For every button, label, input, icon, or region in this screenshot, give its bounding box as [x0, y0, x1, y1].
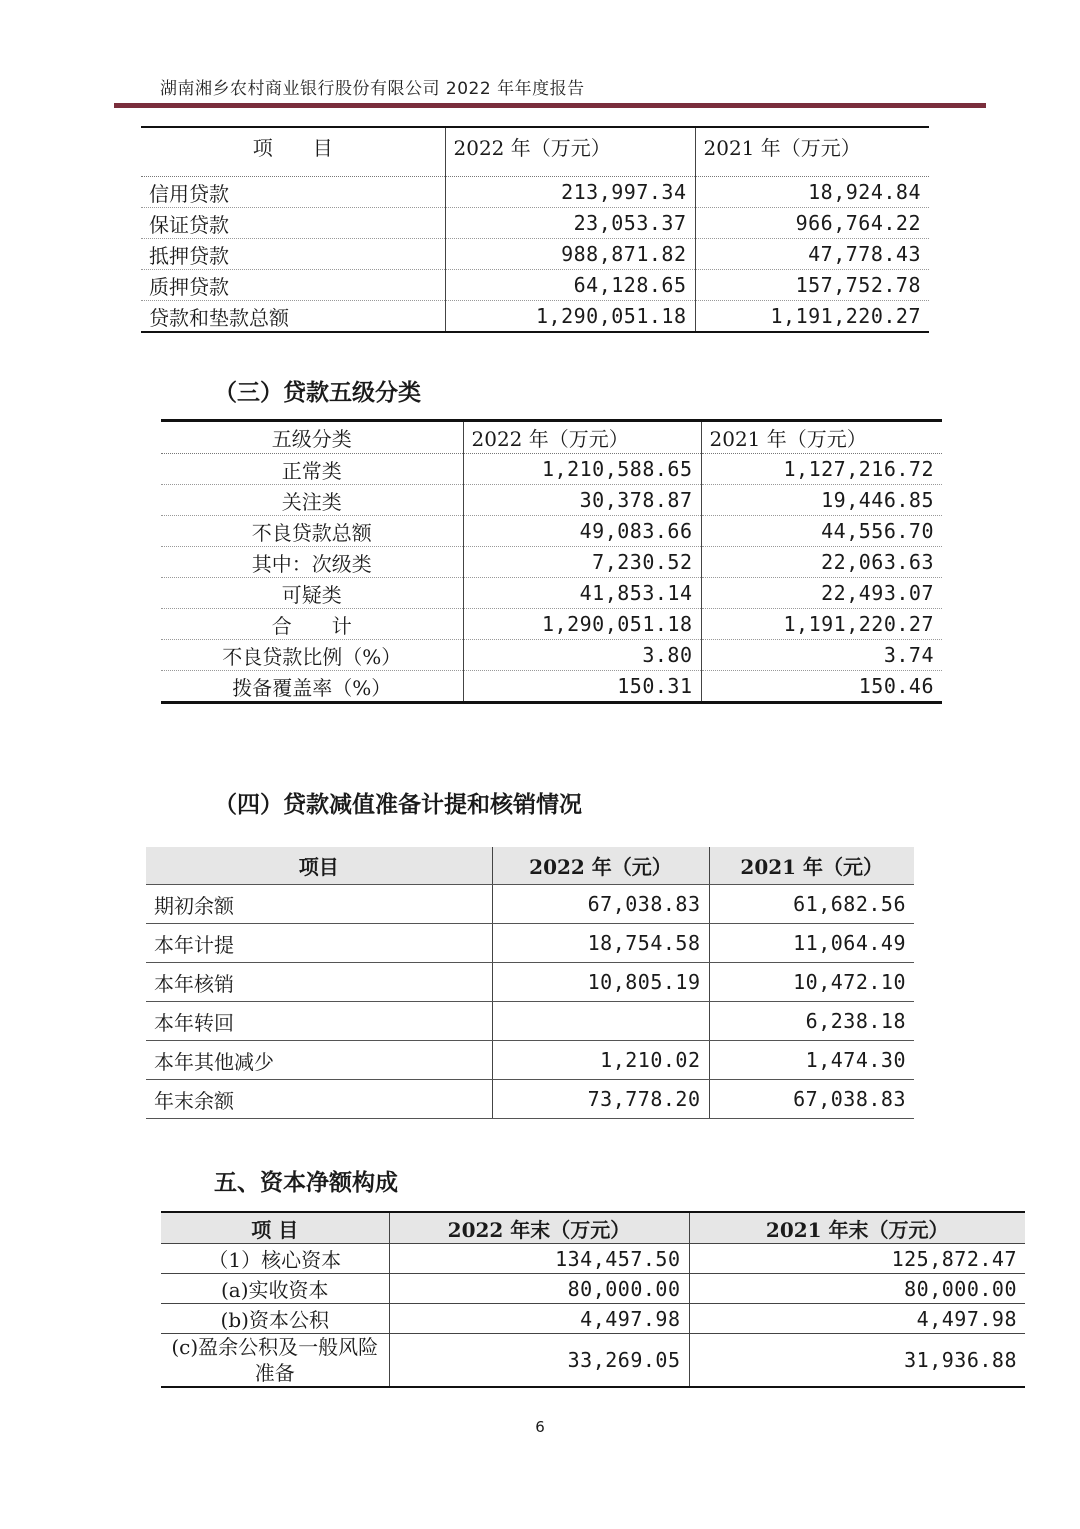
- value-2021: 47,778.43: [695, 239, 929, 270]
- column-header: 项目: [146, 847, 492, 885]
- column-header: 2021 年（元）: [709, 847, 914, 885]
- column-header: 项 目: [141, 127, 445, 177]
- value-2021: 67,038.83: [709, 1080, 914, 1119]
- value-2022: 73,778.20: [492, 1080, 709, 1119]
- row-label: 其中：次级类: [161, 547, 463, 578]
- table-row: [146, 1080, 914, 1119]
- table-row: [146, 1041, 914, 1080]
- table-row: [146, 924, 914, 963]
- value-2022: 213,997.34: [445, 177, 695, 208]
- value-2022: 41,853.14: [463, 578, 701, 609]
- table-header-row: [161, 421, 942, 454]
- section-title: 五、资本净额构成: [214, 1170, 398, 1196]
- column-header: 2022 年（元）: [492, 847, 709, 885]
- table-row: [141, 208, 929, 239]
- table-row: [161, 1334, 1025, 1388]
- row-label: 正常类: [161, 454, 463, 485]
- table-row: [141, 270, 929, 301]
- row-label: 年末余额: [146, 1080, 492, 1119]
- value-2021: 1,127,216.72: [701, 454, 942, 485]
- column-header: 2022 年（万元）: [463, 421, 701, 454]
- table-row: [161, 516, 942, 547]
- value-2022: 1,290,051.18: [445, 301, 695, 333]
- value-2021: 157,752.78: [695, 270, 929, 301]
- table-header-row: [141, 127, 929, 177]
- table-row: [141, 177, 929, 208]
- value-2022: 80,000.00: [389, 1274, 689, 1304]
- table-header-row: [161, 1212, 1025, 1244]
- column-header: 2021 年末（万元）: [689, 1212, 1025, 1244]
- header-rule: [114, 103, 986, 108]
- value-2021: 61,682.56: [709, 885, 914, 924]
- table-row: [141, 239, 929, 270]
- value-2021: 22,493.07: [701, 578, 942, 609]
- table-row: [146, 1002, 914, 1041]
- column-header: 2022 年（万元）: [445, 127, 695, 177]
- value-2022: 1,290,051.18: [463, 609, 701, 640]
- row-label: 本年转回: [146, 1002, 492, 1041]
- value-2021: 1,474.30: [709, 1041, 914, 1080]
- value-2021: 19,446.85: [701, 485, 942, 516]
- table-row: [161, 640, 942, 671]
- value-2022: 3.80: [463, 640, 701, 671]
- table-row: [161, 609, 942, 640]
- value-2021: 44,556.70: [701, 516, 942, 547]
- value-2021: 966,764.22: [695, 208, 929, 239]
- value-2021: 6,238.18: [709, 1002, 914, 1041]
- row-label: 贷款和垫款总额: [141, 301, 445, 333]
- row-label: (b)资本公积: [161, 1304, 389, 1334]
- value-2022: 134,457.50: [389, 1244, 689, 1274]
- column-header: 2022 年末（万元）: [389, 1212, 689, 1244]
- row-label: 不良贷款总额: [161, 516, 463, 547]
- value-2021: 4,497.98: [689, 1304, 1025, 1334]
- value-2021: 125,872.47: [689, 1244, 1025, 1274]
- row-label: 不良贷款比例（%）: [161, 640, 463, 671]
- table-row: [161, 485, 942, 516]
- row-label: (c)盈余公积及一般风险准备: [161, 1334, 389, 1388]
- value-2022: 1,210.02: [492, 1041, 709, 1080]
- value-2021: 3.74: [701, 640, 942, 671]
- value-2021: 18,924.84: [695, 177, 929, 208]
- row-label: 拨备覆盖率（%）: [161, 671, 463, 703]
- row-label: (a)实收资本: [161, 1274, 389, 1304]
- value-2021: 80,000.00: [689, 1274, 1025, 1304]
- value-2021: 22,063.63: [701, 547, 942, 578]
- five-tier-classification-table: [161, 419, 942, 704]
- value-2022: [492, 1002, 709, 1041]
- value-2022: 7,230.52: [463, 547, 701, 578]
- page-number: 6: [535, 1418, 545, 1436]
- value-2022: 150.31: [463, 671, 701, 703]
- table-row: [161, 547, 942, 578]
- value-2022: 23,053.37: [445, 208, 695, 239]
- value-2021: 1,191,220.27: [701, 609, 942, 640]
- loan-by-guarantee-table: [141, 126, 929, 333]
- value-2021: 1,191,220.27: [695, 301, 929, 333]
- value-2021: 10,472.10: [709, 963, 914, 1002]
- loan-impairment-table: [146, 847, 914, 1119]
- row-label: 本年核销: [146, 963, 492, 1002]
- value-2021: 150.46: [701, 671, 942, 703]
- table-row: [161, 671, 942, 703]
- row-label: 信用贷款: [141, 177, 445, 208]
- column-header: 2021 年（万元）: [695, 127, 929, 177]
- table-row: [161, 1244, 1025, 1274]
- table-row: [161, 454, 942, 485]
- value-2022: 1,210,588.65: [463, 454, 701, 485]
- row-label: （1）核心资本: [161, 1244, 389, 1274]
- section-title: （四）贷款减值准备计提和核销情况: [214, 792, 582, 818]
- column-header: 项 目: [161, 1212, 389, 1244]
- value-2022: 10,805.19: [492, 963, 709, 1002]
- value-2022: 4,497.98: [389, 1304, 689, 1334]
- row-label: 保证贷款: [141, 208, 445, 239]
- column-header: 2021 年（万元）: [701, 421, 942, 454]
- row-label: 可疑类: [161, 578, 463, 609]
- table-row: [146, 963, 914, 1002]
- value-2022: 30,378.87: [463, 485, 701, 516]
- table-row: [161, 1274, 1025, 1304]
- table-row: [146, 885, 914, 924]
- value-2022: 33,269.05: [389, 1334, 689, 1388]
- net-capital-table: [161, 1211, 1025, 1388]
- table-row: [161, 578, 942, 609]
- value-2022: 988,871.82: [445, 239, 695, 270]
- row-label: 质押贷款: [141, 270, 445, 301]
- value-2022: 64,128.65: [445, 270, 695, 301]
- report-header: 湖南湘乡农村商业银行股份有限公司 2022 年年度报告: [160, 79, 585, 99]
- table-header-row: [146, 847, 914, 885]
- row-label: 关注类: [161, 485, 463, 516]
- section-title: （三）贷款五级分类: [214, 380, 421, 406]
- table-row: [141, 301, 929, 333]
- row-label: 抵押贷款: [141, 239, 445, 270]
- column-header: 五级分类: [161, 421, 463, 454]
- table-row: [161, 1304, 1025, 1334]
- value-2021: 31,936.88: [689, 1334, 1025, 1388]
- value-2022: 18,754.58: [492, 924, 709, 963]
- row-label: 期初余额: [146, 885, 492, 924]
- row-label: 合 计: [161, 609, 463, 640]
- value-2021: 11,064.49: [709, 924, 914, 963]
- value-2022: 49,083.66: [463, 516, 701, 547]
- row-label: 本年计提: [146, 924, 492, 963]
- value-2022: 67,038.83: [492, 885, 709, 924]
- row-label: 本年其他减少: [146, 1041, 492, 1080]
